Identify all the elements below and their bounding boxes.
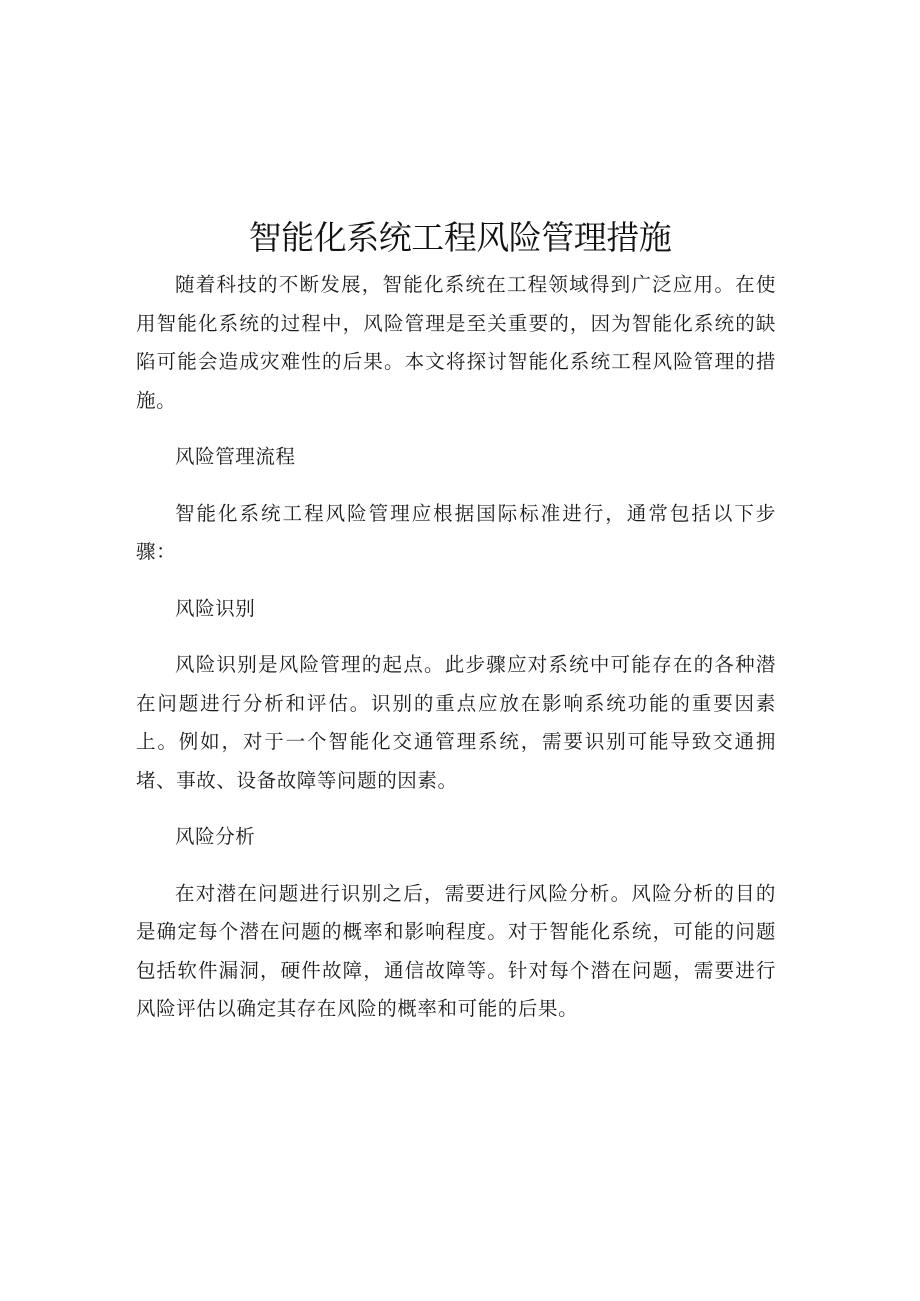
section-heading-analysis: 风险分析 (175, 825, 256, 848)
document-body (136, 266, 776, 1029)
analysis-paragraph: 在对潜在问题进行识别之后，需要进行风险分析。风险分析的目的是确定每个潜在问题的概率和影响程度。对于智能化系统，可能的问题包括软件漏洞，硬件故障，通信故障等。针对每个潜在问题，需要进行风险评估以确定其存在风险的概率和可能的后果。 (136, 881, 776, 1020)
paragraph-gap (136, 628, 776, 646)
section-heading-process: 风险管理流程 (175, 445, 296, 468)
paragraph-gap (136, 800, 776, 818)
paragraph-gap (136, 477, 776, 495)
intro-paragraph: 随着科技的不断发展，智能化系统在工程领域得到广泛应用。在使用智能化系统的过程中，风险管理是至关重要的，因为智能化系统的缺陷可能会造成灾难性的后果。本文将探讨智能化系统工程风险管理的措施。 (136, 273, 776, 412)
section-heading-identification: 风险识别 (175, 596, 256, 620)
document-title: 智能化系统工程风险管理措施 (248, 218, 672, 257)
paragraph-gap (136, 572, 776, 590)
paragraph-gap (136, 420, 776, 438)
identification-paragraph: 风险识别是风险管理的起点。此步骤应对系统中可能存在的各种潜在问题进行分析和评估。识别的重点应放在影响系统功能的重要因素上。例如，对于一个智能化交通管理系统，需要识别可能导致交通拥堵、事故、设备故障等问题的因素。 (136, 653, 776, 792)
paragraph-gap (136, 857, 776, 875)
process-paragraph: 智能化系统工程风险管理应根据国际标准进行，通常包括以下步骤： (136, 501, 776, 563)
